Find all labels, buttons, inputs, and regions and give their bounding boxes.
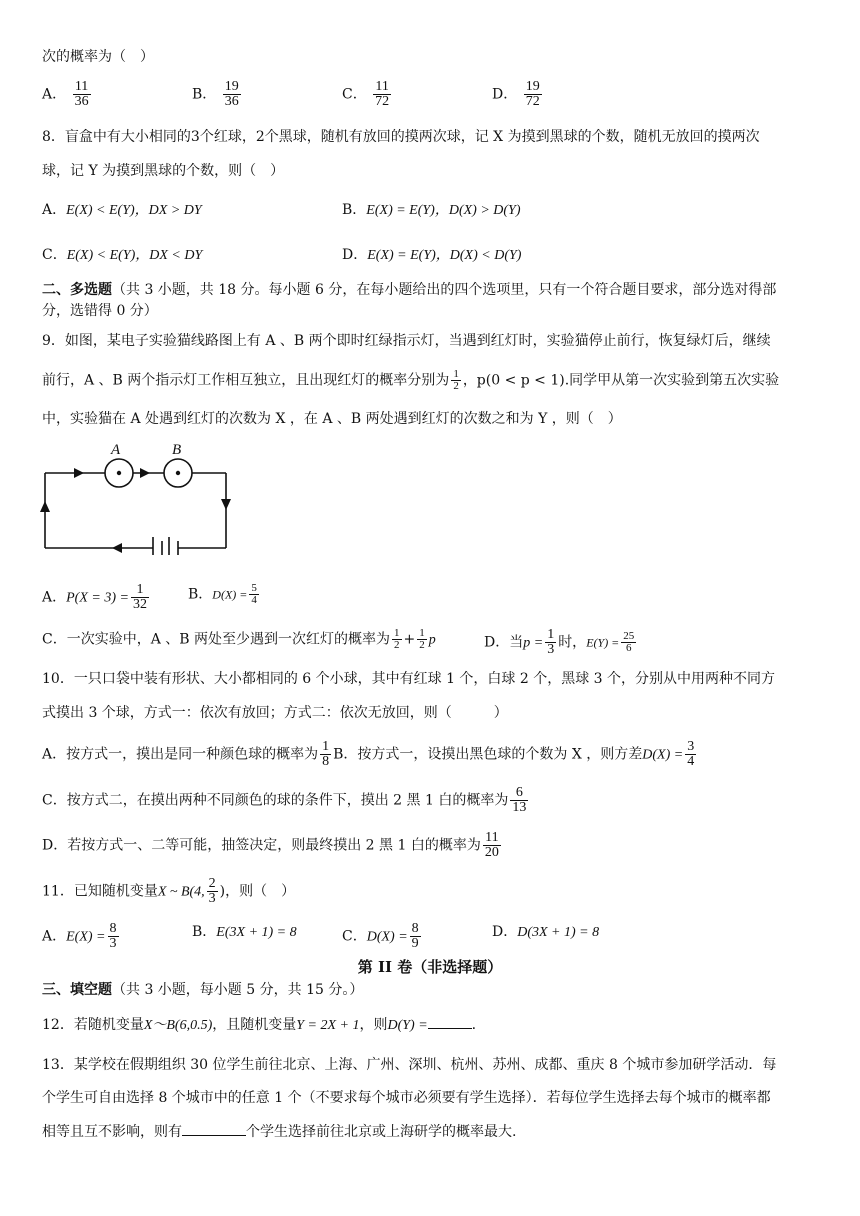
arrow-up-icon [40, 501, 50, 512]
q8-option-a: A．E(X) < E(Y)，DX > DY [42, 202, 202, 218]
q11-option-c: C．D(X) = $\frac{8}{9}$ [342, 921, 419, 951]
q7-option-b: B． $\frac{19}{36}$ [192, 79, 239, 109]
q12-answer-blank[interactable] [428, 1014, 472, 1029]
arrow-right-icon [74, 468, 84, 478]
q8-option-d: D．E(X) = E(Y)，D(X) < D(Y) [342, 247, 522, 263]
q9-option-b: B．D(X) = $\frac{5}{4}$ [188, 582, 257, 606]
part2-title: 第 II 卷（非选择题） [357, 958, 503, 976]
q8-option-b: B．E(X) = E(Y)，D(X) > D(Y) [342, 202, 521, 218]
option-label: A． [42, 86, 67, 103]
option-label: C． [342, 86, 367, 103]
q9-stem-line2: 前行，A 、B 两个指示灯工作相互独立，且出现红灯的概率分别为 $\frac{1}{2}$ ，p(0 < p < 1).同学甲从第一次实验到第五次实验 [42, 368, 780, 392]
q9-circuit-diagram [38, 440, 238, 555]
q9-option-a: A．P(X = 3) = $\frac{1}{32}$ [42, 582, 147, 612]
q10-option-a-b: A．按方式一，摸出是同一种颜色球的概率为 $\frac{1}{8}$ B．按方式一，设摸出黑色球的个数为 X ，则方差D(X) = $\frac{3}{4}$ [42, 739, 695, 769]
q12-stem: 12．若随机变量X～B(6,0.5)，且随机变量Y = 2X + 1，则D(Y) = . [42, 1014, 476, 1036]
q9-option-c: C．一次实验中，A 、B 两处至少遇到一次红灯的概率为 $\frac{1}{2}$ + $\frac{1}{2}$ p [42, 627, 436, 651]
section2-title: 二、多选题 [42, 282, 112, 298]
q9-stem-line1: 9．如图，某电子实验猫线路图上有 A 、B 两个即时红绿指示灯，当遇到红灯时，实验猫停止前行，恢复绿灯后，继续 [42, 333, 771, 349]
q13-stem-line3: 相等且互不影响，则有 个学生选择前往北京或上海研学的概率最大. [42, 1121, 516, 1142]
q7-stem-tail: 次的概率为（ ） [42, 49, 154, 65]
section2-header-line2: 分，选错得 0 分） [42, 303, 158, 319]
q10-option-d: D．若按方式一、二等可能，抽签决定，则最终摸出 2 黑 1 白的概率为 $\frac{11}{20}$ [42, 830, 499, 860]
q13-stem-line2: 个学生可自由选择 8 个城市中的任意 1 个（不要求每个城市必须要有学生选择）．若每位学生选择去每个城市的概率都 [42, 1090, 771, 1106]
q11-stem: 11．已知随机变量X ~ B(4, $\frac{2}{3}$ )，则（ ） [42, 876, 296, 906]
arrow-right-icon [140, 468, 150, 478]
q10-stem-line1: 10．一只口袋中装有形状、大小都相同的 6 个小球，其中有红球 1 个，白球 2 个，黑球 3 个，分别从中用两种不同方 [42, 671, 776, 687]
q10-option-c: C．按方式二，在摸出两种不同颜色的球的条件下，摸出 2 黑 1 白的概率为 $\frac{6}{13}$ [42, 785, 527, 815]
q7-option-c: C． $\frac{11}{72}$ [342, 79, 390, 109]
option-label: D． [492, 86, 518, 103]
option-label: B． [192, 86, 217, 103]
lamp-a-label: A [111, 442, 121, 458]
q9-option-d: D．当p = $\frac{1}{3}$ 时，E(Y) = $\frac{25}{6}$ [484, 627, 635, 657]
q11-option-d: D．D(3X + 1) = 8 [492, 924, 600, 940]
arrow-left-icon [112, 543, 122, 553]
q13-answer-blank[interactable] [182, 1121, 246, 1136]
q10-stem-line2: 式摸出 3 个球，方式一：依次有放回；方式二：依次无放回，则（ ） [42, 705, 508, 721]
section3-title: 三、填空题 [42, 982, 112, 998]
q11-option-a: A．E(X) = $\frac{8}{3}$ [42, 921, 117, 951]
q9-stem-line3: 中，实验猫在 A 处遇到红灯的次数为 X ，在 A 、B 两处遇到红灯的次数之和为 Y ，则（ ） [42, 411, 622, 427]
q8-stem-line1: 8．盲盒中有大小相同的3个红球，2个黑球，随机有放回的摸两次球，记 X 为摸到黑球的个数，随机无放回的摸两次 [42, 129, 760, 145]
q8-option-c: C．E(X) < E(Y)，DX < DY [42, 247, 203, 263]
section2-header-line1: 二、多选题（共 3 小题，共 18 分。每小题 6 分，在每小题给出的四个选项里，只有一个符合题目要求，部分选对得部 [42, 282, 777, 298]
q8-stem-line2: 球，记 Y 为摸到黑球的个数，则（ ） [42, 163, 285, 179]
q7-option-a: A． $\frac{11}{36}$ [42, 79, 89, 109]
q7-option-d: D． $\frac{19}{72}$ [492, 79, 540, 109]
section3-header: 三、填空题（共 3 小题，每小题 5 分，共 15 分。） [42, 982, 364, 998]
q11-option-b: B．E(3X + 1) = 8 [192, 924, 297, 940]
lamp-b-label: B [172, 442, 182, 458]
arrow-down-icon [221, 499, 231, 510]
q13-stem-line1: 13．某学校在假期组织 30 位学生前往北京、上海、广州、深圳、杭州、苏州、成都、重庆 8 个城市参加研学活动．每 [42, 1057, 777, 1073]
